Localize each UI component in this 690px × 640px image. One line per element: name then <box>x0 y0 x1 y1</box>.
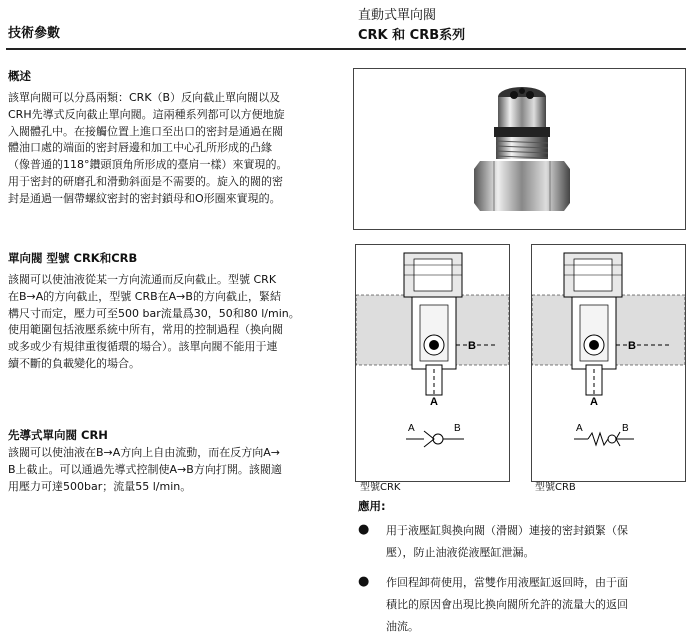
text-line: 用壓力可達500bar；流量55 l/min。 <box>8 479 192 493</box>
header-divider <box>6 48 686 50</box>
product-photo-frame <box>353 68 686 230</box>
crb-diagram <box>531 244 686 482</box>
symbol-a-label: A <box>408 423 415 434</box>
overview-paragraph <box>8 90 346 208</box>
pilot-valve-paragraph <box>8 445 346 495</box>
text-line: B上截止。可以通過先導式控制使A→B方向打開。該閥適 <box>8 462 282 476</box>
text-line: 續不斷的負載變化的場合。 <box>8 356 140 370</box>
crk-caption: 型號CRK <box>360 482 401 493</box>
text-line: 用于密封的研磨孔和滑動斜面是不需要的。旋入的閥的密 <box>8 174 283 188</box>
text-line: 入閥體孔中。在接觸位置上進口至出口的密封是通過在閥 <box>8 124 283 138</box>
port-a-label: A <box>430 396 438 408</box>
crk-diagram <box>355 244 510 482</box>
crb-section-drawing <box>532 245 685 481</box>
pilot-valve-title: 先導式單向閥 CRH <box>8 428 108 442</box>
crb-caption: 型號CRB <box>535 482 576 493</box>
valve-photo <box>354 69 685 229</box>
check-valve-symbol-icon <box>574 432 634 446</box>
text-line: 該閥可以使油液從某一方向流通而反向截止。型號 CRK <box>8 273 277 286</box>
product-title: 直動式單向閥 <box>358 8 437 23</box>
check-valve-title: 單向閥 型號 CRK和CRB <box>8 251 138 265</box>
section-header-title: 技術參數 <box>8 26 61 41</box>
check-valve-paragraph <box>8 272 346 373</box>
text-line: CRH先導式反向截止單向閥。這兩種系列都可以方便地旋 <box>8 107 285 121</box>
port-b-label: B <box>628 340 636 352</box>
text-line: 作回程卸荷使用，當雙作用液壓缸返回時，由于面 <box>386 576 628 589</box>
list-item <box>358 520 688 566</box>
text-line: 用于液壓缸與換向閥（滑閥）連接的密封鎖緊（保 <box>386 524 628 537</box>
crk-section-drawing <box>356 245 509 481</box>
text-line: （像普通的118°鑽頭頂角所形成的臺肩一樣）來實現的。 <box>8 158 288 172</box>
port-b-label: B <box>468 340 476 352</box>
text-line: 該閥可以使油液在B→A方向上自由流動，而在反方向A→ <box>8 446 281 459</box>
symbol-a-label: A <box>576 423 583 434</box>
text-line: 構尺寸而定，壓力可至500 bar流量爲30，50和80 l/min。 <box>8 306 300 320</box>
list-item <box>358 572 688 638</box>
text-line: 在B→A的方向截止，型號 CRB在A→B的方向截止，緊結 <box>8 289 281 303</box>
overview-title: 概述 <box>8 69 31 83</box>
text-line: 該單向閥可以分爲兩類：CRK（B）反向截止單向閥以及 <box>8 91 281 104</box>
bullet-icon: ● <box>358 522 370 537</box>
text-line: 使用範圍包括液壓系統中所有，常用的控制過程（換向閥 <box>8 323 283 337</box>
symbol-b-label: B <box>454 423 461 434</box>
port-a-label: A <box>590 396 598 408</box>
applications-title: 應用: <box>358 499 386 513</box>
text-line: 油流。 <box>386 620 419 633</box>
text-line: 或多或少有規律重復循環的場合）。該單向閥不能用于連 <box>8 340 278 354</box>
bullet-icon: ● <box>358 574 370 589</box>
product-series: CRK 和 CRB系列 <box>358 28 466 43</box>
text-line: 體油口處的端面的密封唇邊和加工中心孔所形成的凸緣 <box>8 141 272 155</box>
text-line: 壓），防止油液從液壓缸泄漏。 <box>386 546 535 559</box>
symbol-b-label: B <box>622 423 629 434</box>
text-line: 積比的原因會出現比換向閥所允許的流量大的返回 <box>386 598 628 611</box>
text-line: 封是通過一個帶螺紋密封的密封鎖母和O形圈來實現的。 <box>8 191 281 205</box>
